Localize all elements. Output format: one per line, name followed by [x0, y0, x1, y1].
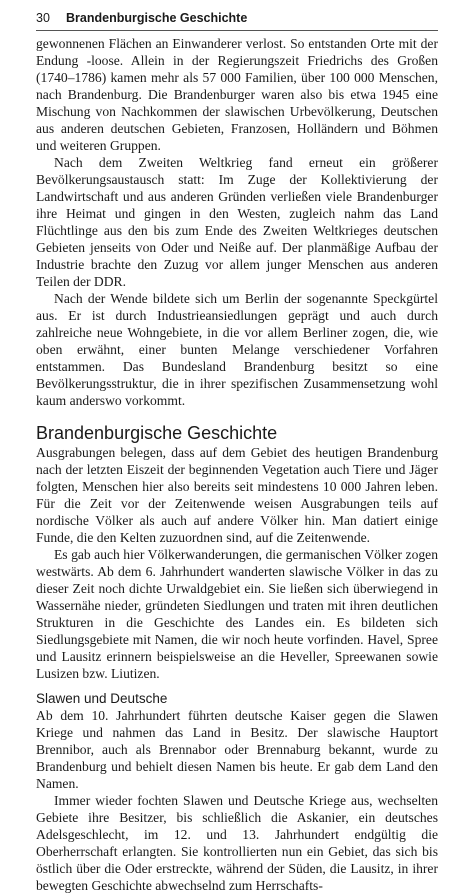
paragraph: gewonnenen Flächen an Einwanderer verlost. So entstanden Orte mit der Endung -loose. Allein in der Regierungszeit Friedrichs des Großen (1740–1786) kamen mehr als 57 000 Familien, über 100 000 Menschen, nach Brandenburg. Die Brandenburger waren also bis etwa 1945 eine Mischung von Nachkommen der slawischen Urbevölkerung, Deutschen aus anderen deutschen Gebieten, Franzosen, Holländern und Böhmen und weiteren Gruppen.: [36, 36, 438, 153]
subsection-spacer: [36, 682, 438, 690]
paragraph: Ab dem 10. Jahrhundert führten deutsche Kaiser gegen die Slawen Kriege und nahmen das Land in Besitz. Der slawische Hauptort Brennibor, auch als Brennabor oder Brennaburg bekannt, wurde zu Brandenburg und behielt diesen Namen bis heute. Er gab dem Land den Namen.: [36, 708, 438, 791]
subsection-heading: Slawen und Deutsche: [36, 691, 168, 706]
page-number: 30: [36, 11, 50, 25]
running-head: [36, 11, 438, 25]
paragraph: Ausgrabungen belegen, dass auf dem Gebiet des heutigen Brandenburg nach der letzten Eiszeit der beginnenden Vegetation auch Tiere und Jäger folgten, Menschen hier also bereits seit mindestens 10 000 Jahren leben. Für die Zeit vor der Zeitenwende weisen Ausgrabungen teils auf nordische Völker als auch auf andere Völker hin. Man datiert einige Funde, die den Kelten zuzuordnen sind, auf die Zeitenwende.: [36, 445, 438, 545]
paragraph: Es gab auch hier Völkerwanderungen, die germanischen Völker zogen westwärts. Ab dem 6. Jahrhundert wanderten slawische Völker in das zu dieser Zeit noch dichte Urwaldgebiet ein. Sie ließen sich überwiegend in Wassernähe nieder, gründeten Siedlungen und traten mit ihren deutlichen Strukturen in die Geschichte des Landes ein. Es bildeten sich Siedlungsgebiete mit Namen, die wir noch heute vorfinden. Havel, Spree und Lausitz erinnern beispielsweise an die Heveller, Spreewanen sowie Lusizen bzw. Liutizen.: [36, 547, 438, 681]
body-text: [36, 35, 438, 894]
paragraph: Immer wieder fochten Slawen und Deutsche Kriege aus, wechselten Gebiete ihre Besitzer, bis schließlich die Askanier, ein deutsches Adelsgeschlecht, im 12. und 13. Jahrhundert endgültig die Oberherrschaft erlangten. Sie kontrollierten nun ein Gebiet, das sich bis östlich über die Oder erstreckte, während der Süden, die Lausitz, in ihrer bewegten Geschichte abwechselnd zum Herrschafts-: [36, 793, 438, 893]
paragraph: Nach der Wende bildete sich um Berlin der sogenannte Speckgürtel aus. Er ist durch Industrieansiedlungen geprägt und auch durch zahlreiche neue Wohngebiete, in die vor allem Berliner zogen, die, wie oben erwähnt, einer bunten Melange verschiedener Vorfahren entstammen. Das Bundesland Brandenburg besitzt so eine Bevölkerungsstruktur, die in ihrer spezifischen Zusammensetzung wohl kaum anderswo vorkommt.: [36, 291, 438, 408]
section-spacer: [36, 409, 438, 422]
paragraph: Nach dem Zweiten Weltkrieg fand erneut ein größerer Bevölkerungsaustausch statt: Im Zuge der Kollektivierung der Landwirtschaft und aus anderen Gründen verließen viele Brandenburger ihre Heimat und gingen in den Westen, zugleich nahm das Land Flüchtlinge aus den bis zum Ende des Zweiten Weltkrieges deutschen Gebieten jenseits von Oder und Neiße auf. Der planmäßige Aufbau der Industrie brachte den Zuzug vor allem junger Menschen aus anderen Teilen der DDR.: [36, 155, 438, 289]
header-rule: [36, 30, 438, 31]
section-heading: Brandenburgische Geschichte: [36, 423, 278, 443]
running-head-title: Brandenburgische Geschichte: [66, 11, 248, 25]
